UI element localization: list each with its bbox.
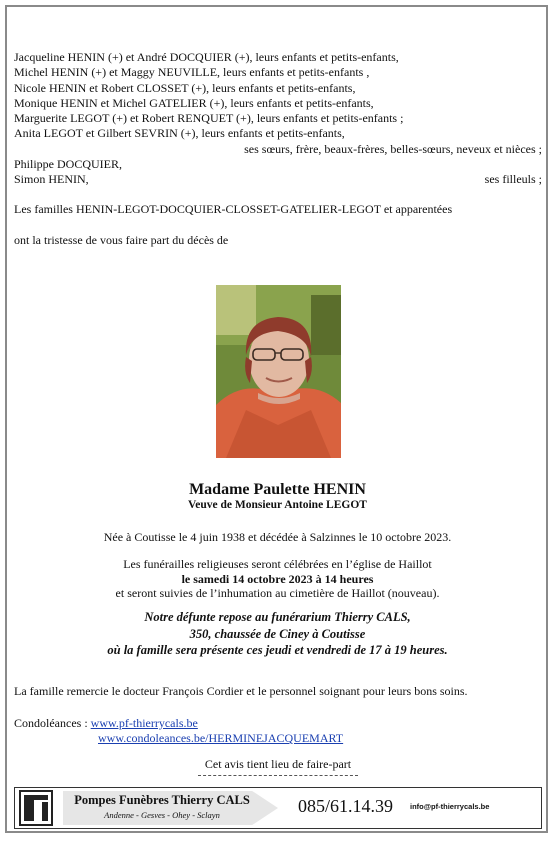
repose-line: où la famille sera présente ces jeudi et vendredi de 17 à 19 heures. <box>107 643 448 657</box>
thanks-line: La famille remercie le docteur François Cordier et le personnel soignant pour leurs bons soins. <box>14 684 468 698</box>
divider <box>198 775 358 776</box>
company-name: Pompes Funèbres Thierry CALS <box>74 793 250 807</box>
family-line: Michel HENIN (+) et Maggy NEUVILLE, leurs enfants et petits-enfants , <box>14 65 370 80</box>
godchild-line: Philippe DOCQUIER, <box>14 157 122 172</box>
godchild-line: Simon HENIN, <box>14 172 89 187</box>
company-email[interactable]: info@pf-thierrycals.be <box>410 802 490 811</box>
repose-line: 350, chaussée de Ciney à Coutisse <box>189 626 366 641</box>
deceased-photo <box>216 285 341 458</box>
announcement-line: ont la tristesse de vous faire part du décès de <box>14 233 229 247</box>
condolences-block <box>14 716 343 746</box>
company-phone: 085/61.14.39 <box>298 796 394 816</box>
funeral-home-banner <box>14 787 542 829</box>
condolences-label: Condoléances : <box>14 716 88 730</box>
repose-block <box>10 609 545 659</box>
family-line: Nicole HENIN et Robert CLOSSET (+), leurs enfants et petits-enfants, <box>14 80 356 95</box>
condolences-link-condoleances[interactable]: www.condoleances.be/HERMINEJACQUEMART <box>98 731 344 745</box>
family-line: Monique HENIN et Michel GATELIER (+), leurs enfants et petits-enfants, <box>14 95 374 110</box>
funeral-line: et seront suivies de l’inhumation au cimetière de Haillot (nouveau). <box>115 586 440 600</box>
company-towns: Andenne - Gesves - Ohey - Sclayn <box>104 810 220 820</box>
birth-death-line: Née à Coutisse le 4 juin 1938 et décédée à Salzinnes le 10 octobre 2023. <box>103 530 452 544</box>
funeral-home-logo-icon <box>19 790 53 826</box>
funeral-block <box>10 557 545 601</box>
funeral-line: Les funérailles religieuses seront célébrées en l’église de Haillot <box>123 557 432 571</box>
widow-of: Veuve de Monsieur Antoine LEGOT <box>188 499 367 511</box>
godchildren-label: ses filleuls ; <box>484 172 542 187</box>
family-line: Jacqueline HENIN (+) et André DOCQUIER (+), leurs enfants et petits-enfants, <box>14 50 399 64</box>
siblings-line: ses sœurs, frère, beaux-frères, belles-sœurs, neveux et nièces ; <box>244 141 542 156</box>
portrait-image <box>216 285 341 458</box>
family-line: Anita LEGOT et Gilbert SEVRIN (+), leurs enfants et petits-enfants, <box>14 126 345 141</box>
notice-line: Cet avis tient lieu de faire-part <box>204 757 352 771</box>
family-list <box>14 50 542 188</box>
families-line: Les familles HENIN-LEGOT-DOCQUIER-CLOSSET-GATELIER-LEGOT et apparentées <box>14 202 453 216</box>
family-line: Marguerite LEGOT (+) et Robert RENQUET (+), leurs enfants et petits-enfants ; <box>14 111 404 126</box>
deceased-name: Madame Paulette HENIN <box>189 481 366 498</box>
funeral-date: le samedi 14 octobre 2023 à 14 heures <box>181 571 374 586</box>
repose-line: Notre défunte repose au funérarium Thierry CALS, <box>144 610 411 624</box>
condolences-link-funeral-home[interactable]: www.pf-thierrycals.be <box>90 716 198 730</box>
